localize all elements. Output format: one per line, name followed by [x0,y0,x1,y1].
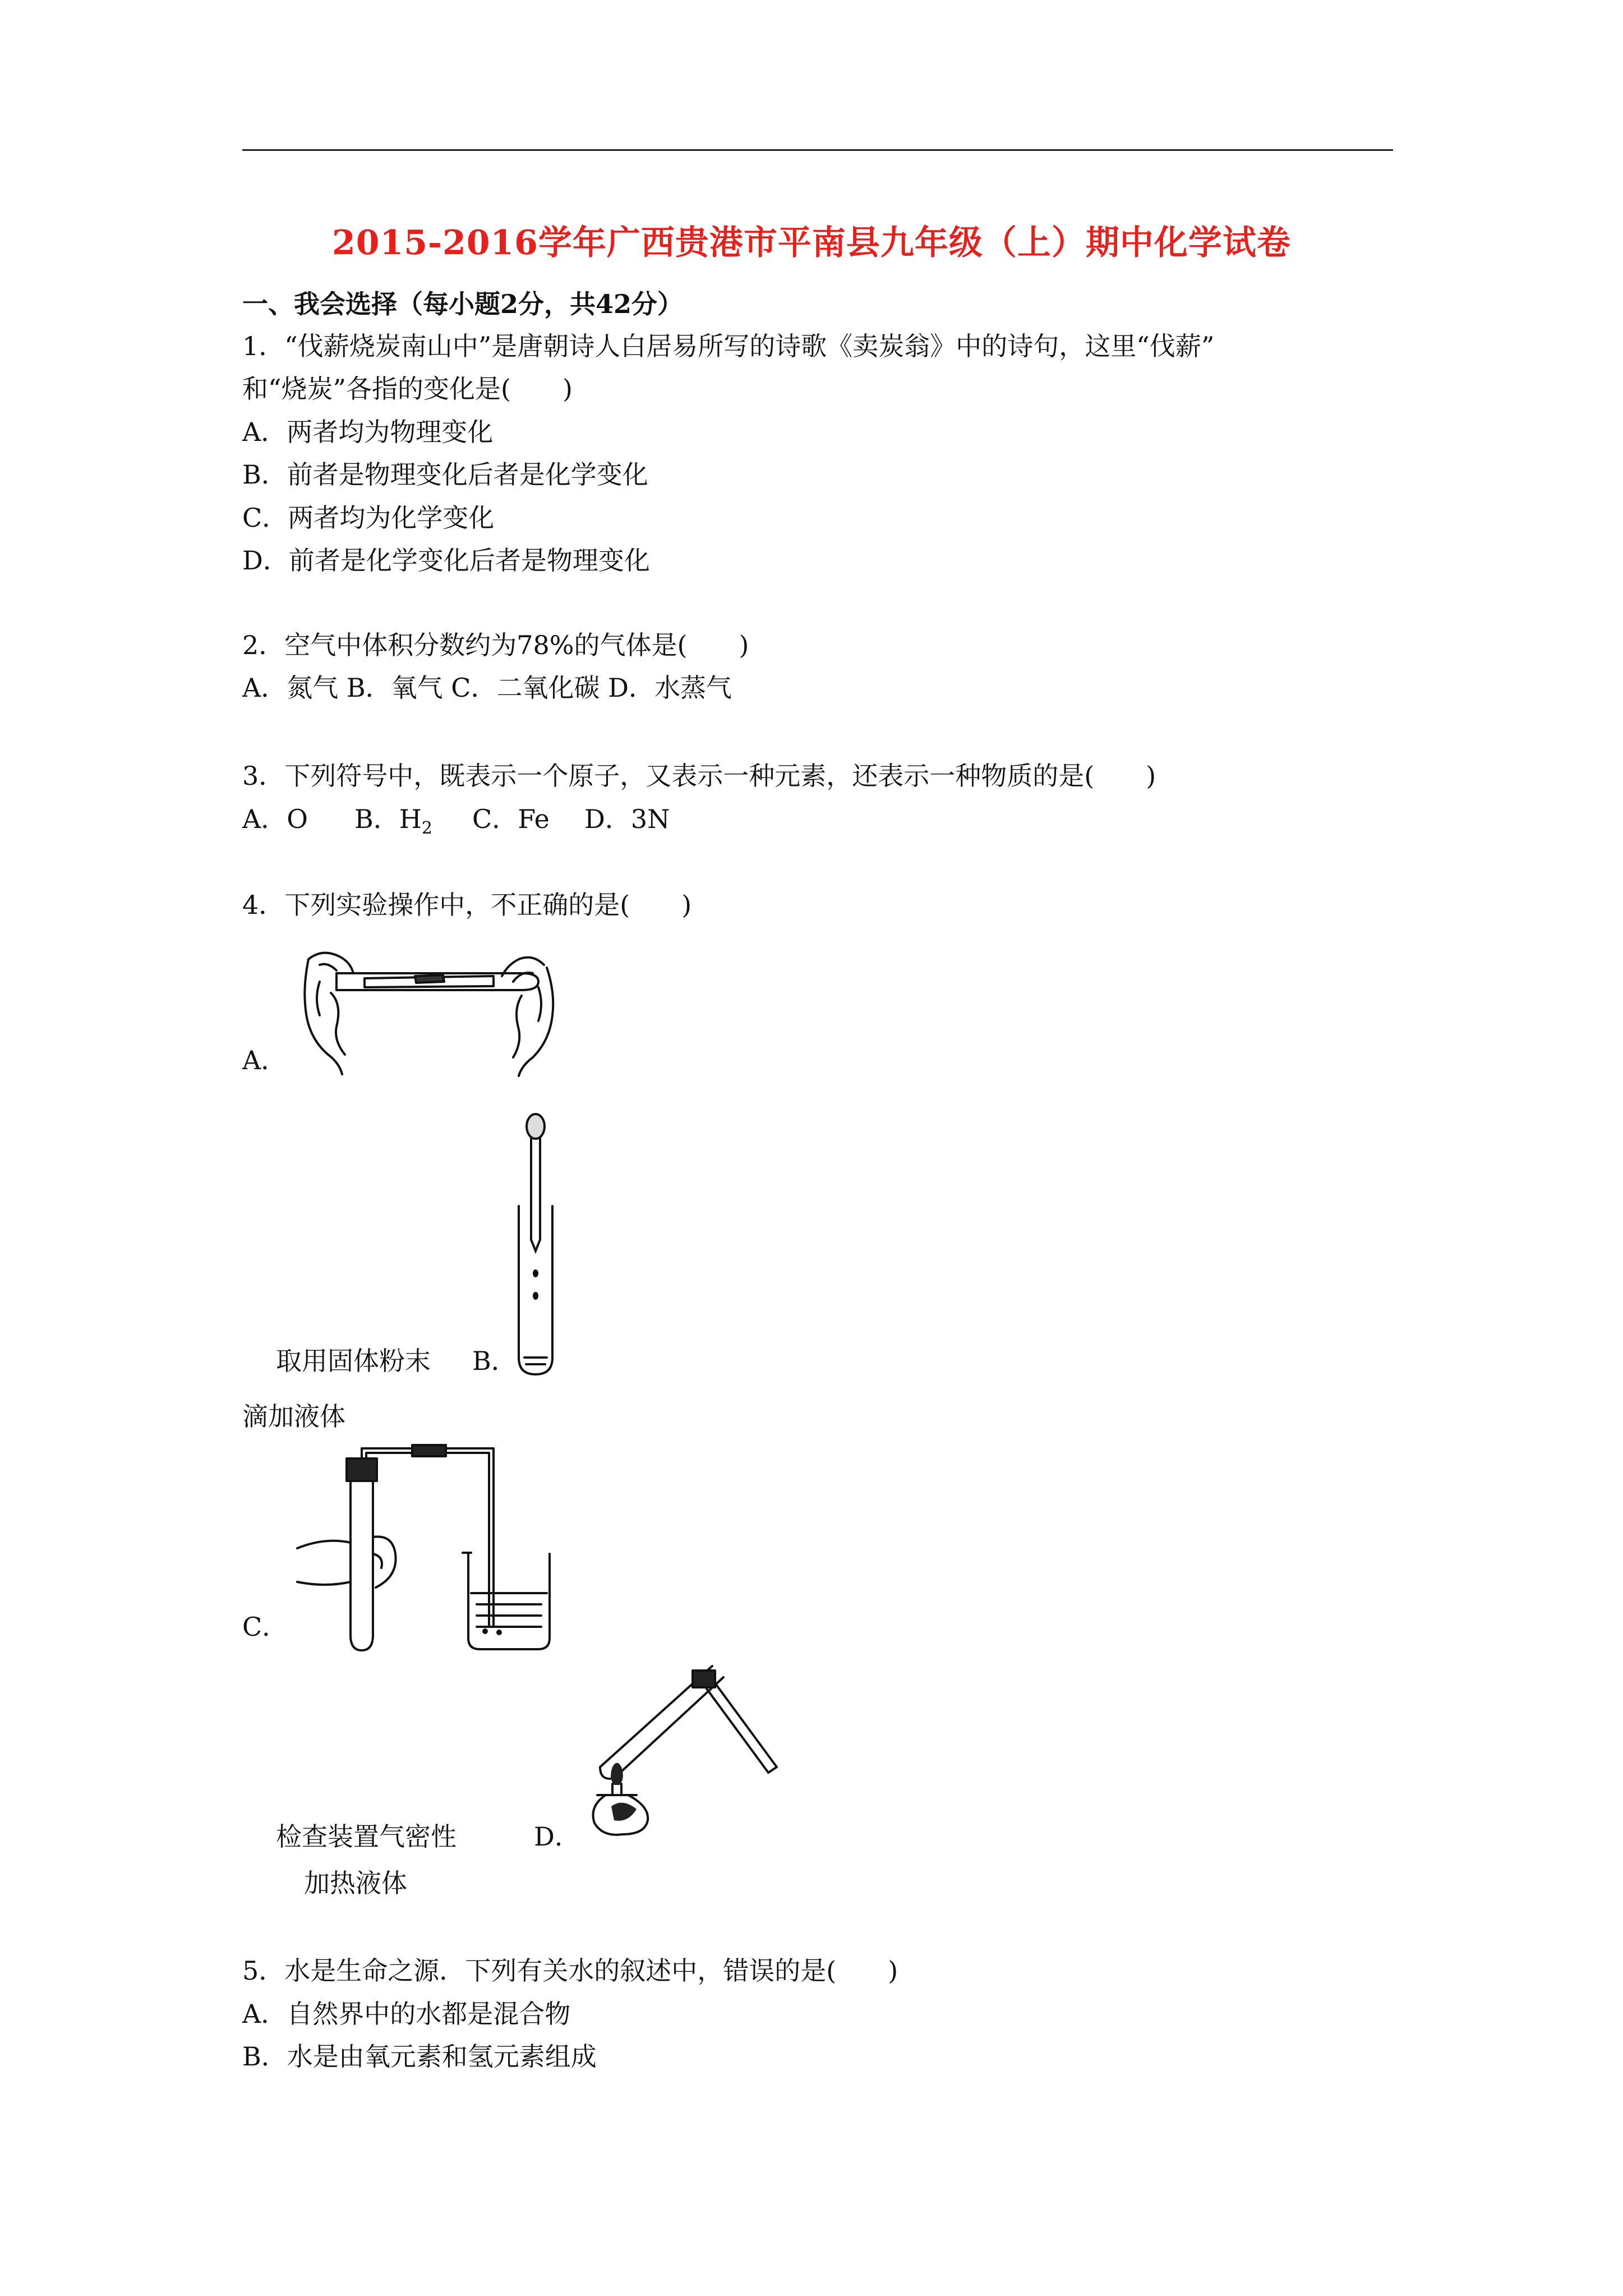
q4-option-b-label: B． [472,1346,517,1376]
figure-heating-liquid-image [583,1655,796,1846]
q4-stem: 4．下列实验操作中，不正确的是( ) [242,890,692,920]
q2-options: A．氮气 B．氧气 C．二氧化碳 D．水蒸气 [242,673,732,703]
q3-stem: 3．下列符号中，既表示一个原子，又表示一种元素，还表示一种物质的是( ) [242,761,1156,791]
q1-stem-line1: 1．“伐薪烧炭南山中”是唐朝诗人白居易所写的诗歌《卖炭翁》中的诗句，这里“伐薪” [242,331,1215,361]
q4-option-a-caption: 取用固体粉末 [276,1346,431,1376]
q1-option-b: B．前者是物理变化后者是化学变化 [242,459,648,490]
section-heading: 一、我会选择（每小题2分，共42分） [242,289,684,319]
q5-stem: 5．水是生命之源．下列有关水的叙述中，错误的是( ) [242,1955,898,1986]
q1-option-c: C．两者均为化学变化 [242,503,495,533]
q3-option-c: C．Fe [472,804,550,834]
figure-dropper-image [505,1111,566,1380]
q3-option-b: B．$H_2$ [354,804,433,839]
q4-option-d-caption: 加热液体 [304,1868,407,1898]
q4-option-a-label: A． [242,1045,287,1075]
figure-airtightness-image [292,1442,561,1655]
q4-option-c-caption: 检查装置气密性 [276,1821,457,1852]
q4-option-c-label: C． [242,1612,288,1642]
q4-option-d-label: D． [534,1821,580,1852]
q1-stem-line2: 和“烧炭”各指的变化是( ) [242,374,573,404]
q1-option-a: A．两者均为物理变化 [242,417,494,447]
exam-title: 2015-2016学年广西贵港市平南县九年级（上）期中化学试卷 [332,223,1291,263]
q3-option-b-subscript: 2 [421,818,433,839]
q3-option-a: A．O [242,804,308,834]
q5-option-b: B．水是由氧元素和氢元素组成 [242,2041,597,2072]
q5-option-a: A．自然界中的水都是混合物 [242,1999,571,2029]
q2-stem: 2．空气中体积分数约为78%的气体是( ) [242,630,749,660]
q1-option-d: D．前者是化学变化后者是物理变化 [242,545,650,576]
q4-option-b-caption: 滴加液体 [242,1401,345,1432]
figure-solid-powder-image [297,942,561,1077]
q3-option-d: D．3N [584,804,670,834]
header-rule [242,149,1393,151]
